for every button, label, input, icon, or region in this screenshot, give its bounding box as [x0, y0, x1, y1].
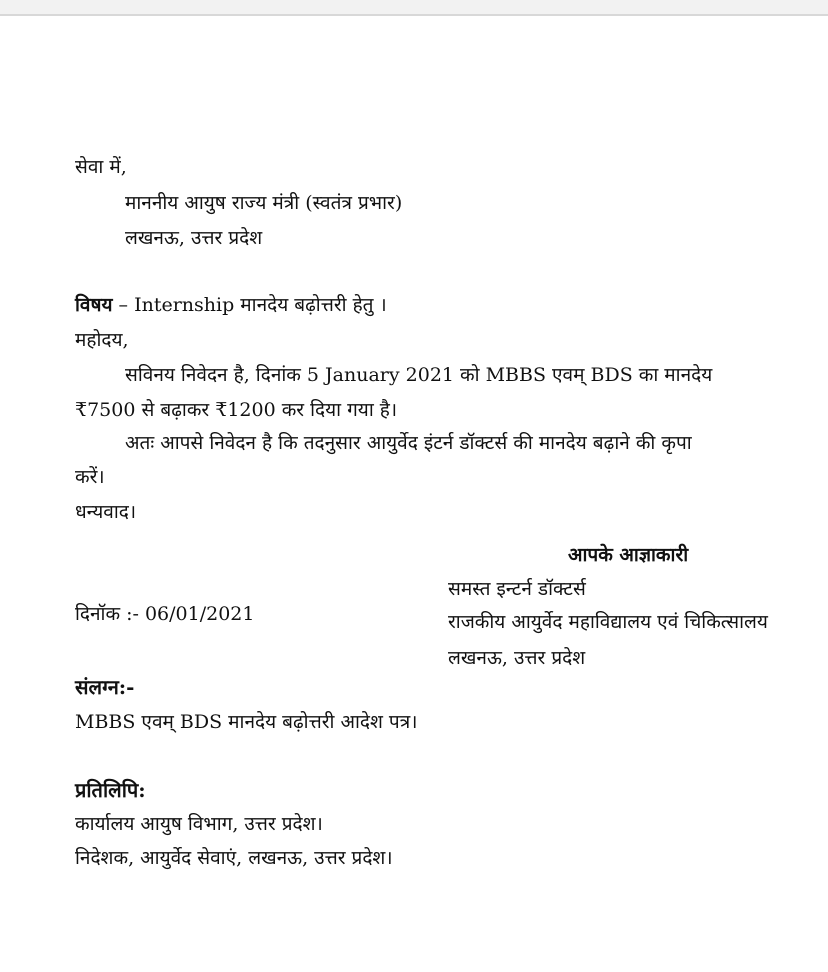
body-para2-line1: अतः आपसे निवेदन है कि तदनुसार आयुर्वेद इंटर्न डॉक्टर्स की मानदेय बढ़ाने की कृपा — [125, 432, 692, 454]
copy-to-item: निदेशक, आयुर्वेद सेवाएं, लखनऊ, उत्तर प्रदेश। — [75, 847, 393, 869]
greeting: महोदय, — [75, 329, 129, 351]
subject-text: – Internship मानदेय बढ़ोत्तरी हेतु । — [112, 294, 387, 316]
signoff-line2: राजकीय आयुर्वेद महाविद्यालय एवं चिकित्सालय — [448, 611, 768, 633]
body-para2-line2: करें। — [75, 466, 105, 488]
salutation-to: सेवा में, — [75, 156, 127, 178]
signoff-closing: आपके आज्ञाकारी — [568, 544, 689, 566]
enclosure-heading: संलग्न:- — [75, 675, 135, 699]
letter-date: दिनॉक :- 06/01/2021 — [75, 603, 255, 625]
subject-line — [75, 292, 387, 318]
top-border — [0, 0, 828, 16]
recipient-title: माननीय आयुष राज्य मंत्री (स्वतंत्र प्रभार) — [125, 192, 403, 214]
signoff-line3: लखनऊ, उत्तर प्रदेश — [448, 647, 586, 669]
body-para1-line1: सविनय निवेदन है, दिनांक 5 January 2021 को MBBS एवम् BDS का मानदेय — [125, 364, 713, 386]
enclosure-item: MBBS एवम् BDS मानदेय बढ़ोत्तरी आदेश पत्र। — [75, 711, 418, 733]
body-para1-line2: ₹7500 से बढ़ाकर ₹1200 कर दिया गया है। — [75, 399, 398, 421]
thanks: धन्यवाद। — [75, 501, 137, 523]
copy-to-heading: प्रतिलिपि: — [75, 778, 146, 802]
recipient-place: लखनऊ, उत्तर प्रदेश — [125, 227, 263, 249]
signoff-line1: समस्त इन्टर्न डॉक्टर्स — [448, 578, 586, 600]
copy-to-item: कार्यालय आयुष विभाग, उत्तर प्रदेश। — [75, 813, 323, 835]
subject-label: विषय — [75, 294, 113, 316]
